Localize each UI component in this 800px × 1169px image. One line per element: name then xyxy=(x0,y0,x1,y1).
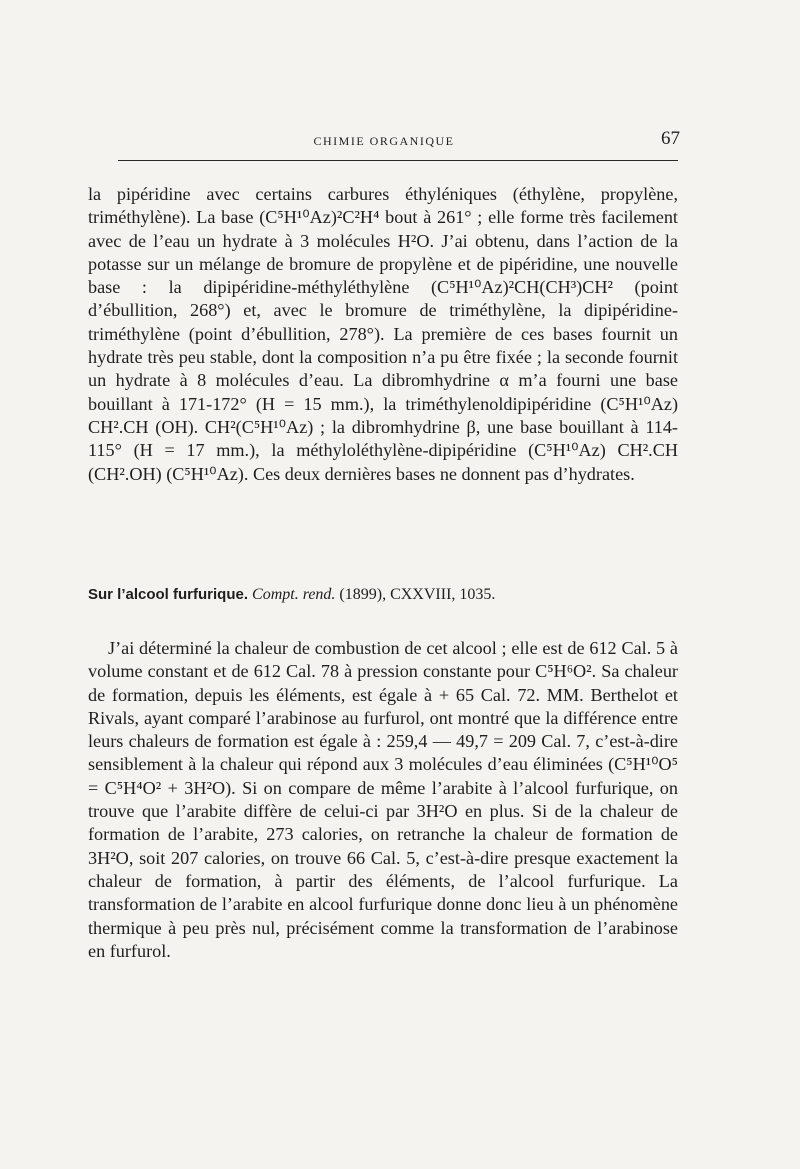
citation: (1899), CXXVIII, 1035. xyxy=(339,586,496,603)
article-heading xyxy=(88,586,688,604)
article-title: Sur l’alcool furfurique. xyxy=(88,586,249,603)
page-header xyxy=(88,128,680,158)
paragraph-continued xyxy=(88,183,678,486)
paragraph-text: J’ai déterminé la chaleur de combustion de cet alcool ; elle est de 612 Cal. 5 à volume constant et de 612 Cal. 78 à pression constante pour C⁵H⁶O². Sa chaleur de formation, depuis les éléments, est égale à + 65 Cal. 72. MM. Berthelot et Rivals, ayant comparé l’arabinose au furfurol, ont montré que la différence entre leurs chaleurs de formation est égale à : 259,4 — 49,7 = 209 Cal. 7, c’est-à-dire sensiblement à la chaleur qui répond aux 3 molécules d’eau éliminées (C⁵H¹⁰O⁵ = C⁵H⁴O² + 3H²O). Si on compare de même l’arabite à l’alcool furfurique, on trouve que l’arabite diffère de celui-ci par 3H²O en plus. Si de la chaleur de formation de l’arabite, 273 calories, on retranche la chaleur de formation de 3H²O, soit 207 calories, on trouve 66 Cal. 5, c’est-à-dire presque exactement la chaleur de formation, à partir des éléments, de l’alcool furfurique. La transformation de l’arabite en alcool furfurique donne donc lieu à un phénomène thermique à peu près nul, précisément comme la transformation de l’arabinose en furfurol. xyxy=(88,638,678,961)
paragraph-text: la pipéridine avec certains carbures éthyléniques (éthylène, propylène, triméthylène). La base (C⁵H¹⁰Az)²C²H⁴ bout à 261° ; elle forme très facilement avec de l’eau un hydrate à 3 molécules H²O. J’ai obtenu, dans l’action de la potasse sur un mélange de bromure de propylène et de pipéridine, une nouvelle base : la dipipéridine-méthyléthylène (C⁵H¹⁰Az)²CH(CH³)CH² (point d’ébullition, 268°) et, avec le bromure de triméthylène, la dipipéridine-triméthylène (point d’ébullition, 278°). La première de ces bases fournit un hydrate très peu stable, dont la composition n’a pu être fixée ; la seconde fournit un hydrate à 8 molécules d’eau. La dibromhydrine α m’a fourni une base bouillant à 171-172° (H = 15 mm.), la triméthylenoldipipéridine (C⁵H¹⁰Az) CH².CH (OH). CH²(C⁵H¹⁰Az) ; la dibromhydrine β, une base bouillant à 114-115° (H = 17 mm.), la méthyloléthylène-dipipéridine (C⁵H¹⁰Az) CH².CH (CH².OH) (C⁵H¹⁰Az). Ces deux dernières bases ne donnent pas d’hydrates. xyxy=(88,184,678,484)
article-body xyxy=(88,637,678,963)
header-rule xyxy=(118,160,678,161)
page-number: 67 xyxy=(661,128,680,149)
running-head: CHIMIE ORGANIQUE xyxy=(313,134,455,148)
journal-name: Compt. rend. xyxy=(252,586,336,603)
